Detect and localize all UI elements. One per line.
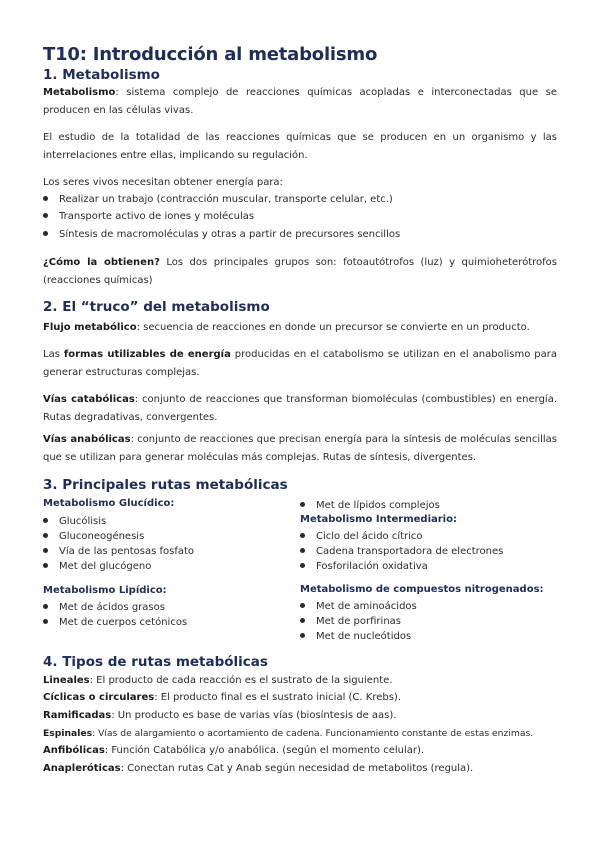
paragraph-catabolicas: Vías catabólicas: conjunto de reacciones que transforman biomoléculas (combustibles) en energía. Rutas degradativas, convergentes. xyxy=(43,394,557,423)
term-ciclicas: Cíclicas o circulares xyxy=(43,692,155,703)
bullet-icon xyxy=(43,231,48,236)
subheading-intermediario: Metabolismo Intermediario: xyxy=(300,514,457,525)
bullet-icon xyxy=(43,619,48,624)
bullet-icon xyxy=(300,563,305,568)
section-4-heading: 4. Tipos de rutas metabólicas xyxy=(43,654,268,670)
list-item: Síntesis de macromoléculas y otras a partir de precursores sencillos xyxy=(43,227,400,242)
term-formas: formas utilizables de energía xyxy=(63,349,231,360)
page-title: T10: Introducción al metabolismo xyxy=(43,44,378,65)
paragraph-estudio: El estudio de la totalidad de las reacciones químicas que se producen en un organismo y las interrelaciones entre ellas, implicando su regulación. xyxy=(43,132,557,161)
term-catabolicas: Vías catabólicas xyxy=(43,394,135,405)
row-anfibolicas: Anfibólicas: Función Catabólica y/o anabólica. (según el momento celular). xyxy=(43,745,425,756)
paragraph-energia: Los seres vivos necesitan obtener energía para: xyxy=(43,177,283,188)
list-item: Met de aminoácidos xyxy=(300,599,417,614)
bullet-icon xyxy=(43,563,48,568)
term-ramificadas: Ramificadas xyxy=(43,710,112,721)
list-item: Met de cuerpos cetónicos xyxy=(43,615,187,630)
list-item: Cadena transportadora de electrones xyxy=(300,544,503,559)
bullet-icon xyxy=(43,213,48,218)
bullet-icon xyxy=(43,518,48,523)
definition-metabolismo: : sistema complejo de reacciones químicas acopladas e interconectadas que se producen en las células vivas. xyxy=(43,87,557,116)
list-item: Vía de las pentosas fosfato xyxy=(43,544,194,559)
bullet-icon xyxy=(43,196,48,201)
paragraph-obtienen: ¿Cómo la obtienen? Los dos principales grupos son: fotoautótrofos (luz) y quimioheterótrofos (reacciones químicas) xyxy=(43,257,557,286)
subheading-nitrogenados: Metabolismo de compuestos nitrogenados: xyxy=(300,584,544,595)
list-item: Glucólisis xyxy=(43,514,106,529)
list-item: Met de ácidos grasos xyxy=(43,600,165,615)
section-3-heading: 3. Principales rutas metabólicas xyxy=(43,477,288,493)
bullet-icon xyxy=(43,548,48,553)
section-2-heading: 2. El “truco” del metabolismo xyxy=(43,299,270,315)
row-espinales: Espinales: Vías de alargamiento o acortamiento de cadena. Funcionamiento constante de estas enzimas. xyxy=(43,728,534,739)
section-1-heading: 1. Metabolismo xyxy=(43,67,160,83)
subheading-glucidico: Metabolismo Glucídico: xyxy=(43,498,175,509)
bullet-icon xyxy=(300,633,305,638)
list-item: Met de porfirinas xyxy=(300,614,401,629)
paragraph-flujo: Flujo metabólico: secuencia de reacciones en donde un precursor se convierte en un producto. xyxy=(43,322,530,333)
list-item: Gluconeogénesis xyxy=(43,529,144,544)
subheading-lipidico: Metabolismo Lipídico: xyxy=(43,585,167,596)
row-ramificadas: Ramificadas: Un producto es base de varias vías (biosíntesis de aas). xyxy=(43,710,397,721)
term-anfibolicas: Anfibólicas xyxy=(43,745,105,756)
paragraph-formas: Las formas utilizables de energía producidas en el catabolismo se utilizan en el anabolismo para generar estructuras complejas. xyxy=(43,349,557,378)
term-lineales: Lineales xyxy=(43,675,90,686)
paragraph-metabolismo xyxy=(43,84,557,120)
list-item: Met de lípidos complejos xyxy=(300,498,440,513)
bullet-icon xyxy=(300,603,305,608)
bullet-icon xyxy=(43,533,48,538)
list-item: Met del glucógeno xyxy=(43,559,151,574)
row-anapleroticas: Anapleróticas: Conectan rutas Cat y Anab según necesidad de metabolitos (regula). xyxy=(43,763,474,774)
paragraph-anabolicas: Vías anabólicas: conjunto de reacciones que precisan energía para la síntesis de moléculas sencillas que se utilizan para generar moléculas más complejas. Rutas de síntesis, divergentes. xyxy=(43,434,557,463)
term-anapleroticas: Anapleróticas xyxy=(43,763,121,774)
term-metabolismo: Metabolismo xyxy=(43,87,116,98)
bullet-icon xyxy=(300,618,305,623)
bullet-icon xyxy=(300,502,305,507)
list-item: Realizar un trabajo (contracción muscular, transporte celular, etc.) xyxy=(43,192,393,207)
term-anabolicas: Vías anabólicas xyxy=(43,434,131,445)
bullet-icon xyxy=(43,604,48,609)
list-item: Met de nucleótidos xyxy=(300,629,411,644)
list-item: Transporte activo de iones y moléculas xyxy=(43,209,254,224)
bullet-icon xyxy=(300,548,305,553)
bullet-icon xyxy=(300,533,305,538)
term-espinales: Espinales xyxy=(43,728,93,739)
list-item: Ciclo del ácido cítrico xyxy=(300,529,423,544)
row-lineales: Lineales: El producto de cada reacción es el sustrato de la siguiente. xyxy=(43,675,393,686)
term-obtienen: ¿Cómo la obtienen? xyxy=(43,257,160,268)
row-ciclicas: Cíclicas o circulares: El producto final es el sustrato inicial (C. Krebs). xyxy=(43,692,402,703)
list-item: Fosforilación oxidativa xyxy=(300,559,428,574)
term-flujo: Flujo metabólico xyxy=(43,322,137,333)
